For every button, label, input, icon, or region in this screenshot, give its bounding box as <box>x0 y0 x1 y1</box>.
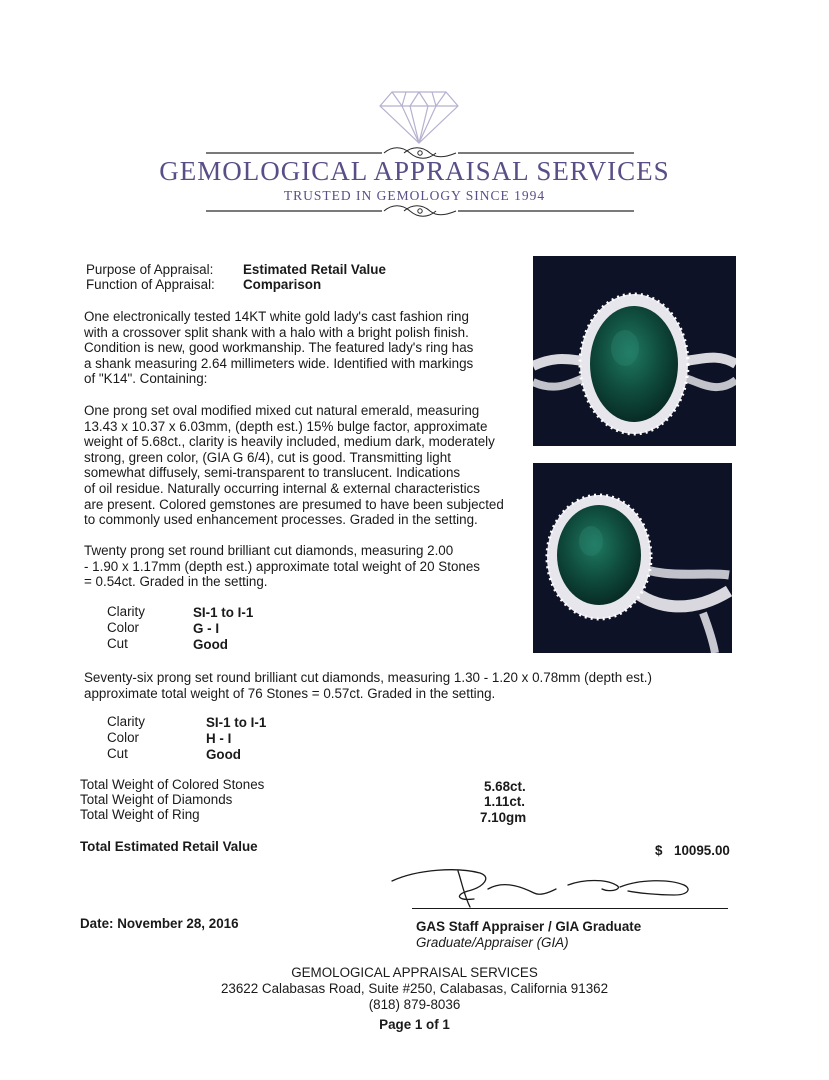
total-diamonds-label: Total Weight of Diamonds <box>80 792 233 807</box>
total-ring-weight-label: Total Weight of Ring <box>80 807 200 822</box>
page-number: Page 1 of 1 <box>379 1017 450 1032</box>
footer-address: 23622 Calabasas Road, Suite #250, Calabasas, California 91362 <box>220 981 609 996</box>
set1-clarity-value: SI-1 to I-1 <box>193 605 254 620</box>
ring-description-line: a shank measuring 2.64 millimeters wide. Identified with markings <box>84 355 474 371</box>
ring-description-line: of "K14". Containing: <box>84 371 208 387</box>
retail-value-amount: 10095.00 <box>674 843 730 858</box>
retail-value-label: Total Estimated Retail Value <box>80 839 258 854</box>
ring-description-line: Condition is new, good workmanship. The featured lady's ring has <box>84 340 474 356</box>
appraiser-signature <box>388 863 698 909</box>
ring-description-line: with a crossover split shank with a halo with a bright polish finish. <box>84 324 469 340</box>
set2-clarity-value: SI-1 to I-1 <box>206 715 267 730</box>
emerald-description-line: of oil residue. Naturally occurring internal & external characteristics <box>84 480 480 496</box>
set1-cut-label: Cut <box>107 636 128 651</box>
header-divider-bottom <box>206 204 634 218</box>
diamonds-set1-line: Twenty prong set round brilliant cut diamonds, measuring 2.00 <box>84 543 454 558</box>
emerald-description-line: weight of 5.68ct., clarity is heavily included, medium dark, moderately <box>84 434 495 450</box>
diamonds-set1-line: - 1.90 x 1.17mm (depth est.) approximate total weight of 20 Stones <box>84 558 480 574</box>
retail-currency: $ <box>655 843 663 858</box>
set2-color-value: H - I <box>206 731 232 746</box>
appraiser-subtitle: Graduate/Appraiser (GIA) <box>416 935 569 950</box>
function-label: Function of Appraisal: <box>86 277 215 292</box>
brand-name: GEMOLOGICAL APPRAISAL SERVICES <box>159 156 670 186</box>
brand-tagline: TRUSTED IN GEMOLOGY SINCE 1994 <box>283 188 546 203</box>
appraisal-date: Date: November 28, 2016 <box>80 916 239 931</box>
diamonds-set1-line: = 0.54ct. Graded in the setting. <box>84 574 268 590</box>
set1-color-value: G - I <box>193 621 220 636</box>
ring-photo-top-view <box>533 256 736 446</box>
footer-company: GEMOLOGICAL APPRAISAL SERVICES <box>291 965 538 980</box>
diamonds-set1-description <box>84 543 480 590</box>
set1-cut-value: Good <box>193 637 228 652</box>
emerald-description-line: somewhat diffusely, semi-transparent to translucent. Indications <box>84 465 461 481</box>
ring-description <box>84 309 473 387</box>
set2-cut-value: Good <box>206 747 241 762</box>
signature-line <box>412 908 728 909</box>
footer-phone: (818) 879-8036 <box>368 997 461 1012</box>
emerald-description-line: to commonly used enhancement processes. Graded in the setting. <box>84 512 478 528</box>
set2-color-label: Color <box>107 730 139 745</box>
emerald-description-line: strong, green color, (GIA G 6/4), cut is good. Transmitting light <box>84 449 451 465</box>
ring-angled-view-illustration <box>533 463 732 653</box>
purpose-value: Estimated Retail Value <box>243 262 386 277</box>
set1-clarity-label: Clarity <box>107 604 145 619</box>
emerald-description-line: 13.43 x 10.37 x 6.03mm, (depth est.) 15% bulge factor, approximate <box>84 418 488 434</box>
diamonds-set2-line: Seventy-six prong set round brilliant cut diamonds, measuring 1.30 - 1.20 x 0.78mm (depth est.) <box>84 670 652 685</box>
ring-top-view-illustration <box>533 256 736 446</box>
diamond-outline-icon <box>380 92 458 143</box>
emerald-description-line: One prong set oval modified mixed cut natural emerald, measuring <box>84 403 480 418</box>
total-ring-weight-value: 7.10gm <box>480 810 527 825</box>
brand-logo <box>378 88 460 146</box>
set2-cut-label: Cut <box>107 746 128 761</box>
set2-clarity-label: Clarity <box>107 714 145 729</box>
purpose-label: Purpose of Appraisal: <box>86 262 214 277</box>
diamonds-set2-line: approximate total weight of 76 Stones = 0.57ct. Graded in the setting. <box>84 685 496 701</box>
diamonds-set2-description <box>84 670 652 701</box>
emerald-description-line: are present. Colored gemstones are presumed to have been subjected <box>84 496 504 512</box>
ring-photo-angled-view <box>533 463 732 653</box>
emerald-description <box>84 403 504 528</box>
set1-color-label: Color <box>107 620 139 635</box>
ring-description-line: One electronically tested 14KT white gold lady's cast fashion ring <box>84 309 469 324</box>
appraiser-title: GAS Staff Appraiser / GIA Graduate <box>416 919 642 934</box>
total-colored-stones-label: Total Weight of Colored Stones <box>80 777 265 792</box>
total-colored-stones-value: 5.68ct. <box>484 779 526 794</box>
total-diamonds-value: 1.11ct. <box>484 794 525 809</box>
function-value: Comparison <box>243 277 322 292</box>
